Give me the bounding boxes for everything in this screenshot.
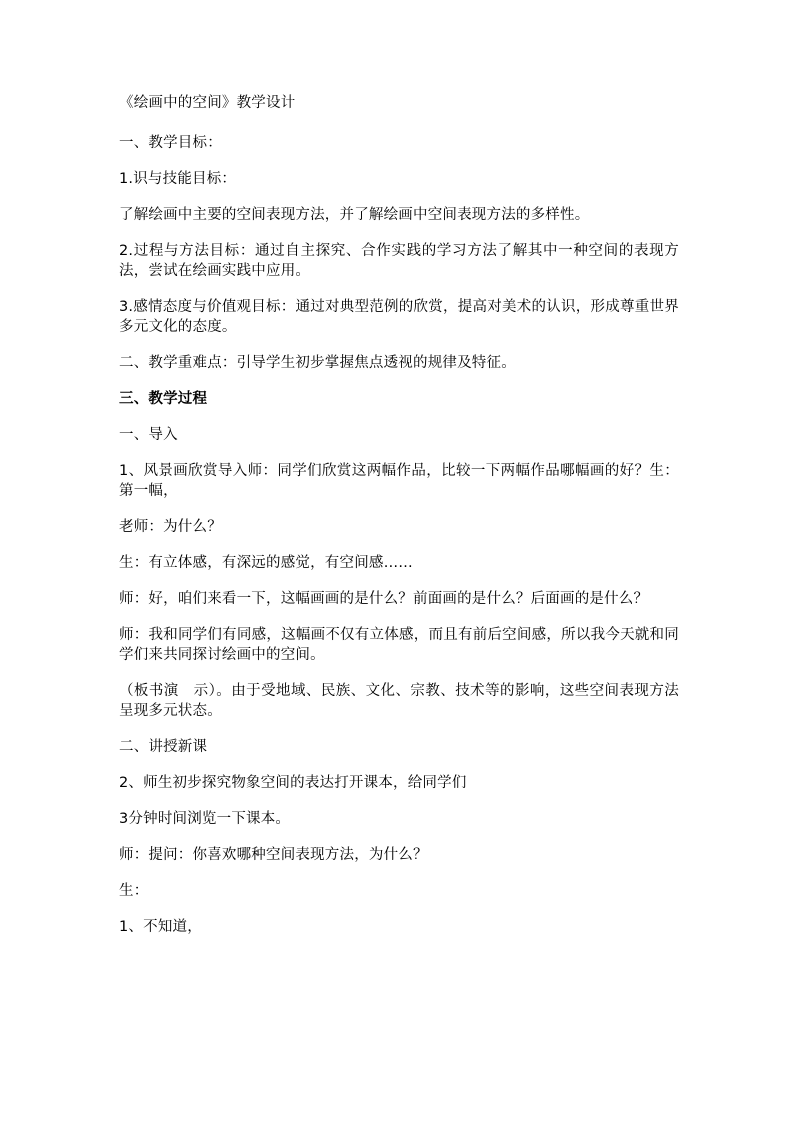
heading-introduction: 一、导入 xyxy=(119,427,178,443)
paragraph-blackboard-demo: （板书演 示）。由于受地域、民族、文化、宗教、技术等的影响，这些空间表现方法呈现多元状态。 xyxy=(119,683,679,719)
heading-teaching-process: 三、教学过程 xyxy=(119,391,208,407)
heading-new-lesson: 二、讲授新课 xyxy=(119,739,208,755)
paragraph-browse-textbook: 3分钟时间浏览一下课本。 xyxy=(119,811,291,827)
paragraph-process-method: 2.过程与方法目标：通过自主探究、合作实践的学习方法了解其中一种空间的表现方法，尝试在绘画实践中应用。 xyxy=(119,243,679,279)
document-title: 《绘画中的空间》教学设计 xyxy=(119,95,296,111)
paragraph-landscape-intro: 1、风景画欣赏导入师：同学们欣赏这两幅作品，比较一下两幅作品哪幅画的好？生：第一幅， xyxy=(119,463,679,499)
paragraph-teacher-look: 师：好，咱们来看一下，这幅画画的是什么？前面画的是什么？后面画的是什么？ xyxy=(119,591,649,607)
paragraph-knowledge-skill: 了解绘画中主要的空间表现方法，并了解绘画中空间表现方法的多样性。 xyxy=(119,207,590,223)
paragraph-student-label: 生： xyxy=(119,883,149,899)
heading-key-difficulty: 二、教学重难点：引导学生初步掌握焦点透视的规律及特征。 xyxy=(119,355,516,371)
paragraph-answer-one: 1、不知道， xyxy=(119,919,202,935)
paragraph-teacher-why: 老师：为什么？ xyxy=(119,519,222,535)
document-page xyxy=(119,93,679,953)
paragraph-teacher-question: 师：提问：你喜欢哪种空间表现方法，为什么？ xyxy=(119,847,428,863)
subheading-knowledge-skill: 1.识与技能目标： xyxy=(119,171,237,187)
paragraph-emotion-values: 3.感情态度与价值观目标：通过对典型范例的欣赏，提高对美术的认识，形成尊重世界多元文化的态度。 xyxy=(119,299,679,335)
paragraph-student-answer: 生：有立体感，有深远的感觉，有空间感…… xyxy=(119,555,413,571)
paragraph-explore-space: 2、师生初步探究物象空间的表达打开课本，给同学们 xyxy=(119,775,467,791)
heading-teaching-goals: 一、教学目标： xyxy=(119,135,222,151)
paragraph-teacher-agree: 师：我和同学们有同感，这幅画不仅有立体感，而且有前后空间感，所以我今天就和同学们来共同探讨绘画中的空间。 xyxy=(119,627,679,663)
